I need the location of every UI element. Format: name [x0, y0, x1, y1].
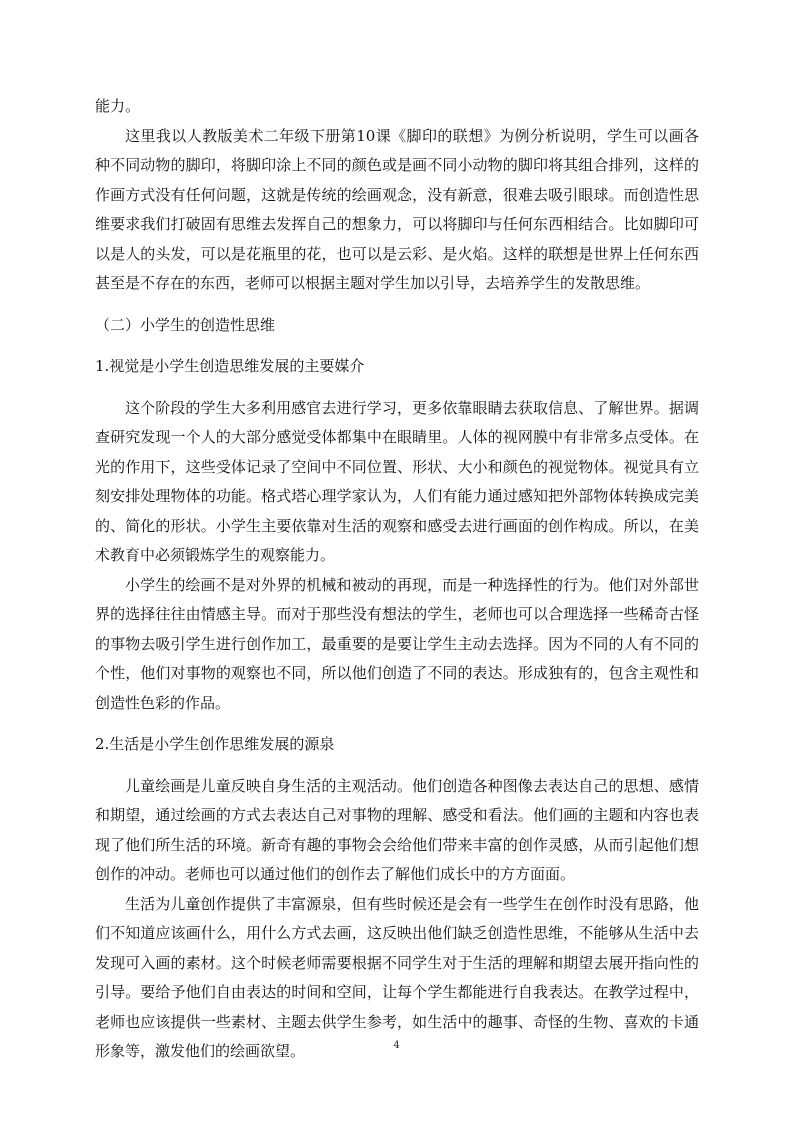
subsection-heading-2: 2.生活是小学生创作思维发展的源泉	[95, 735, 335, 753]
intro-paragraph: 这里我以人教版美术二年级下册第10课《脚印的联想》为例分析说明，学生可以画各种不同动物的脚印，将脚印涂上不同的颜色或是画不同小动物的脚印将其组合排列，这样的作画方式没有任何问题，这就是传统的绘画观念，没有新意，很难去吸引眼球。而创造性思维要求我们打破固有思维去发挥自己的想象力，可以将脚印与任何东西相结合。比如脚印可以是人的头发，可以是花瓶里的花，也可以是云彩、是火焰。这样的联想是世界上任何东西甚至是不存在的东西，老师可以根据主题对学生加以引导，去培养学生的发散思维。	[95, 126, 699, 292]
page-number: 4	[393, 1040, 400, 1051]
section-heading: （二）小学生的创造性思维	[95, 315, 276, 334]
subsection-2-paragraph-2: 生活为儿童创作提供了丰富源泉，但有些时候还是会有一些学生在创作时没有思路，他们不知道应该画什么，用什么方式去画，这反映出他们缺乏创造性思维，不能够从生活中去发现可入画的素材。这个时候老师需要根据不同学生对于生活的理解和期望去展开指向性的引导。要给予他们自由表达的时间和空间，让每个学生都能进行自我表达。在教学过程中，老师也应该提供一些素材、主题去供学生参考，如生活中的趣事、奇怪的生物、喜欢的卡通形象等，激发他们的绘画欲望。	[95, 894, 699, 1060]
subsection-1-paragraph-2: 小学生的绘画不是对外界的机械和被动的再现，而是一种选择性的行为。他们对外部世界的选择往往由情感主导。而对于那些没有想法的学生，老师也可以合理选择一些稀奇古怪的事物去吸引学生进行创作加工，最重要的是要让学生主动去选择。因为不同的人有不同的个性，他们对事物的观察也不同，所以他们创造了不同的表达。形成独有的，包含主观性和创造性色彩的作品。	[95, 575, 699, 712]
continuation-text: 能力。	[95, 97, 141, 115]
subsection-heading-1: 1.视觉是小学生创造思维发展的主要媒介	[95, 357, 365, 375]
subsection-2-paragraph-1: 儿童绘画是儿童反映自身生活的主观活动。他们创造各种图像去表达自己的思想、感情和期望，通过绘画的方式去表达自己对事物的理解、感受和看法。他们画的主题和内容也表现了他们所生活的环境。新奇有趣的事物会会给他们带来丰富的创作灵感，从而引起他们想创作的冲动。老师也可以通过他们的创作去了解他们成长中的方方面面。	[95, 776, 699, 883]
document-body	[95, 92, 699, 1067]
subsection-1-paragraph-1: 这个阶段的学生大多利用感官去进行学习，更多依靠眼睛去获取信息、了解世界。据调查研究发现一个人的大部分感觉受体都集中在眼睛里。人体的视网膜中有非常多点受体。在光的作用下，这些受体记录了空间中不同位置、形状、大小和颜色的视觉物体。视觉具有立刻安排处理物体的功能。格式塔心理学家认为，人们有能力通过感知把外部物体转换成完美的、简化的形状。小学生主要依靠对生活的观察和感受去进行画面的创作构成。所以，在美术教育中必须锻炼学生的观察能力。	[95, 398, 699, 564]
